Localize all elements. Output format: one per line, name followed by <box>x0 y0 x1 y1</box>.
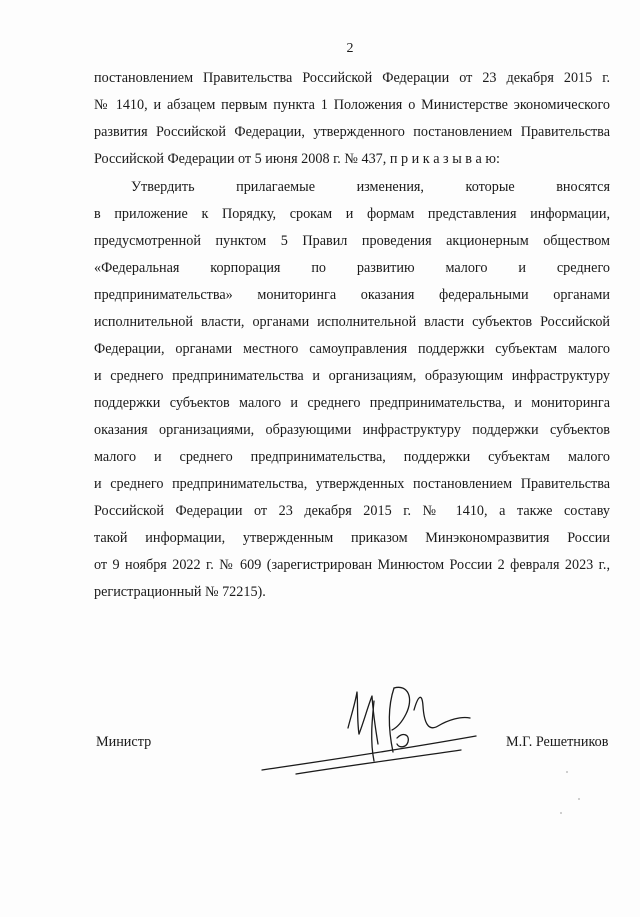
body-line: и среднего предпринимательства и организациям, образующим инфраструктуру <box>94 368 610 384</box>
body-line: оказания организациями, образующими инфраструктуру поддержки субъектов <box>94 422 610 438</box>
body-line: в приложение к Порядку, срокам и формам представления информации, <box>94 206 610 222</box>
body-line: и среднего предпринимательства, утвержденных постановлением Правительства <box>94 476 610 492</box>
body-line: постановлением Правительства Российской Федерации от 23 декабря 2015 г. <box>94 70 610 86</box>
signatory-title: Министр <box>96 734 152 750</box>
handwritten-signature <box>256 666 486 786</box>
body-line: Российской Федерации от 23 декабря 2015 г. № 1410, а также составу <box>94 503 610 519</box>
body-line: Российской Федерации от 5 июня 2008 г. № 437, п р и к а з ы в а ю: <box>94 151 500 167</box>
body-line: № 1410, и абзацем первым пункта 1 Положения о Министерстве экономического <box>94 97 610 113</box>
scan-artifact <box>578 798 580 800</box>
body-line: «Федеральная корпорация по развитию малого и среднего <box>94 260 610 276</box>
scan-artifact <box>560 812 562 814</box>
body-line: исполнительной власти, органами исполнительной власти субъектов Российской <box>94 314 610 330</box>
body-line: предпринимательства» мониторинга оказания федеральными органами <box>94 287 610 303</box>
body-line: малого и среднего предпринимательства, поддержки субъектам малого <box>94 449 610 465</box>
page-number: 2 <box>346 41 354 56</box>
body-line: Утвердить прилагаемые изменения, которые вносятся <box>131 179 610 195</box>
signatory-name: М.Г. Решетников <box>506 734 609 750</box>
body-line: предусмотренной пунктом 5 Правил проведения акционерным обществом <box>94 233 610 249</box>
body-line: от 9 ноября 2022 г. № 609 (зарегистрирован Минюстом России 2 февраля 2023 г., <box>94 557 610 573</box>
body-line: Федерации, органами местного самоуправления поддержки субъектам малого <box>94 341 610 357</box>
body-line: поддержки субъектов малого и среднего предпринимательства, и мониторинга <box>94 395 610 411</box>
scan-artifact <box>566 771 568 773</box>
body-line: такой информации, утвержденным приказом Минэкономразвития России <box>94 530 610 546</box>
body-line: регистрационный № 72215). <box>94 584 266 600</box>
body-line: развития Российской Федерации, утвержденного постановлением Правительства <box>94 124 610 140</box>
